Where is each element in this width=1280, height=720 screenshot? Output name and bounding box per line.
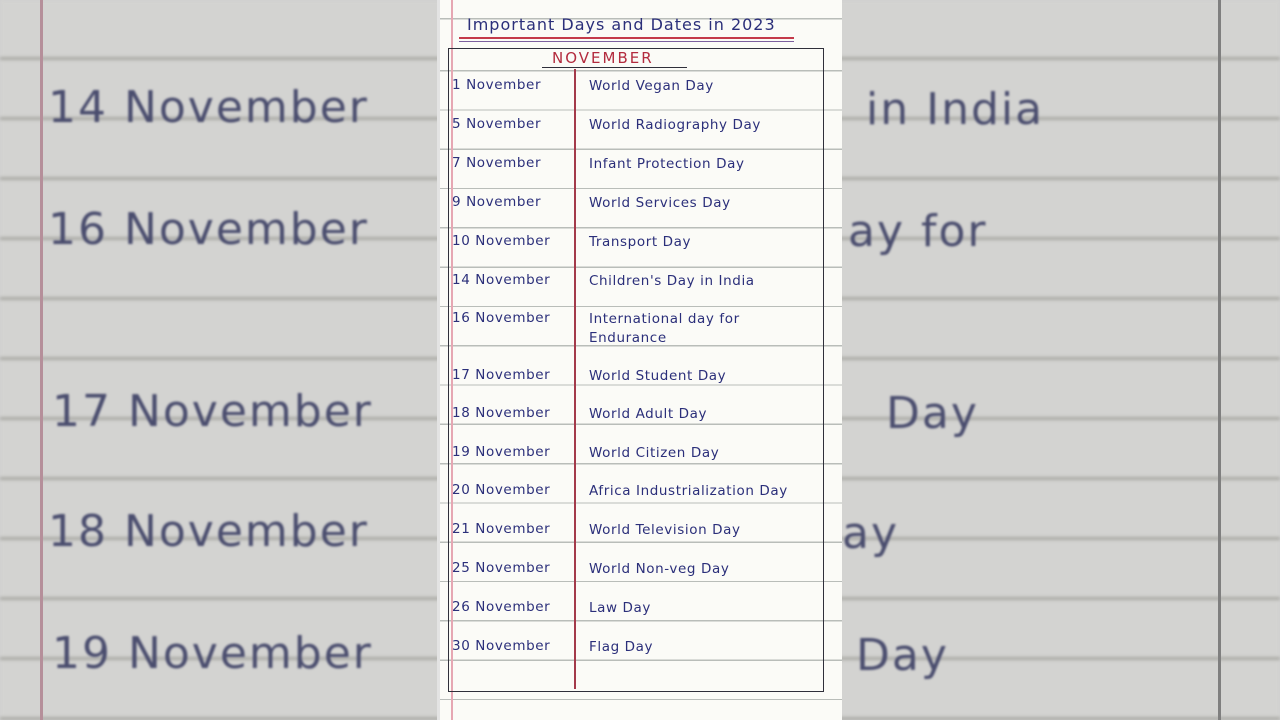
title-underline [459, 37, 794, 39]
day-name-cell: Transport Day [589, 234, 692, 250]
date-cell: 18 November [452, 405, 551, 421]
date-cell: 10 November [452, 233, 551, 249]
background-text-right: Day [856, 630, 949, 681]
day-name-cell: World Vegan Day [589, 78, 714, 94]
day-name-cell: Children's Day in India [589, 273, 755, 289]
day-name-cell: World Adult Day [589, 406, 708, 422]
day-name-cell: Law Day [589, 600, 651, 616]
page-edge [437, 0, 440, 720]
date-cell: 20 November [452, 482, 551, 498]
background-text-right: in India [866, 84, 1045, 135]
day-name-cell: International day for Endurance [589, 311, 740, 346]
date-cell: 16 November [452, 310, 551, 326]
month-heading: NOVEMBER [552, 49, 654, 67]
date-cell: 19 November [452, 444, 551, 460]
background-text-left: 18 November [48, 506, 369, 557]
day-name-cell: World Citizen Day [589, 445, 720, 461]
day-name-cell: World Non-veg Day [589, 561, 730, 577]
date-cell: 7 November [452, 155, 542, 171]
background-text-right: Day [886, 388, 979, 439]
background-text-right: ay [842, 508, 900, 559]
column-divider [574, 69, 576, 689]
background-text-left: 16 November [48, 204, 369, 255]
month-underline [542, 67, 687, 68]
day-name-cell: World Student Day [589, 368, 727, 384]
date-cell: 1 November [452, 77, 542, 93]
background-text-left: 17 November [52, 386, 373, 437]
date-cell: 9 November [452, 194, 542, 210]
date-cell: 25 November [452, 560, 551, 576]
date-cell: 26 November [452, 599, 551, 615]
background-text-left: 19 November [52, 628, 373, 679]
title-underline [459, 41, 794, 42]
background-text-left: 14 November [48, 82, 369, 133]
day-name-cell: World Services Day [589, 195, 731, 211]
page-title: Important Days and Dates in 2023 [467, 15, 776, 34]
day-name-cell: Flag Day [589, 639, 654, 655]
date-cell: 21 November [452, 521, 551, 537]
day-name-cell: World Radiography Day [589, 117, 761, 133]
notebook-page [437, 0, 842, 720]
background-margin-line [40, 0, 43, 720]
background-text-right: ay for [848, 206, 988, 257]
day-name-cell: World Television Day [589, 522, 741, 538]
date-cell: 5 November [452, 116, 542, 132]
date-cell: 17 November [452, 367, 551, 383]
day-name-cell: Africa Industrialization Day [589, 483, 788, 499]
date-cell: 14 November [452, 272, 551, 288]
background-rule-line [1218, 0, 1221, 720]
day-name-cell: Infant Protection Day [589, 156, 745, 172]
date-cell: 30 November [452, 638, 551, 654]
